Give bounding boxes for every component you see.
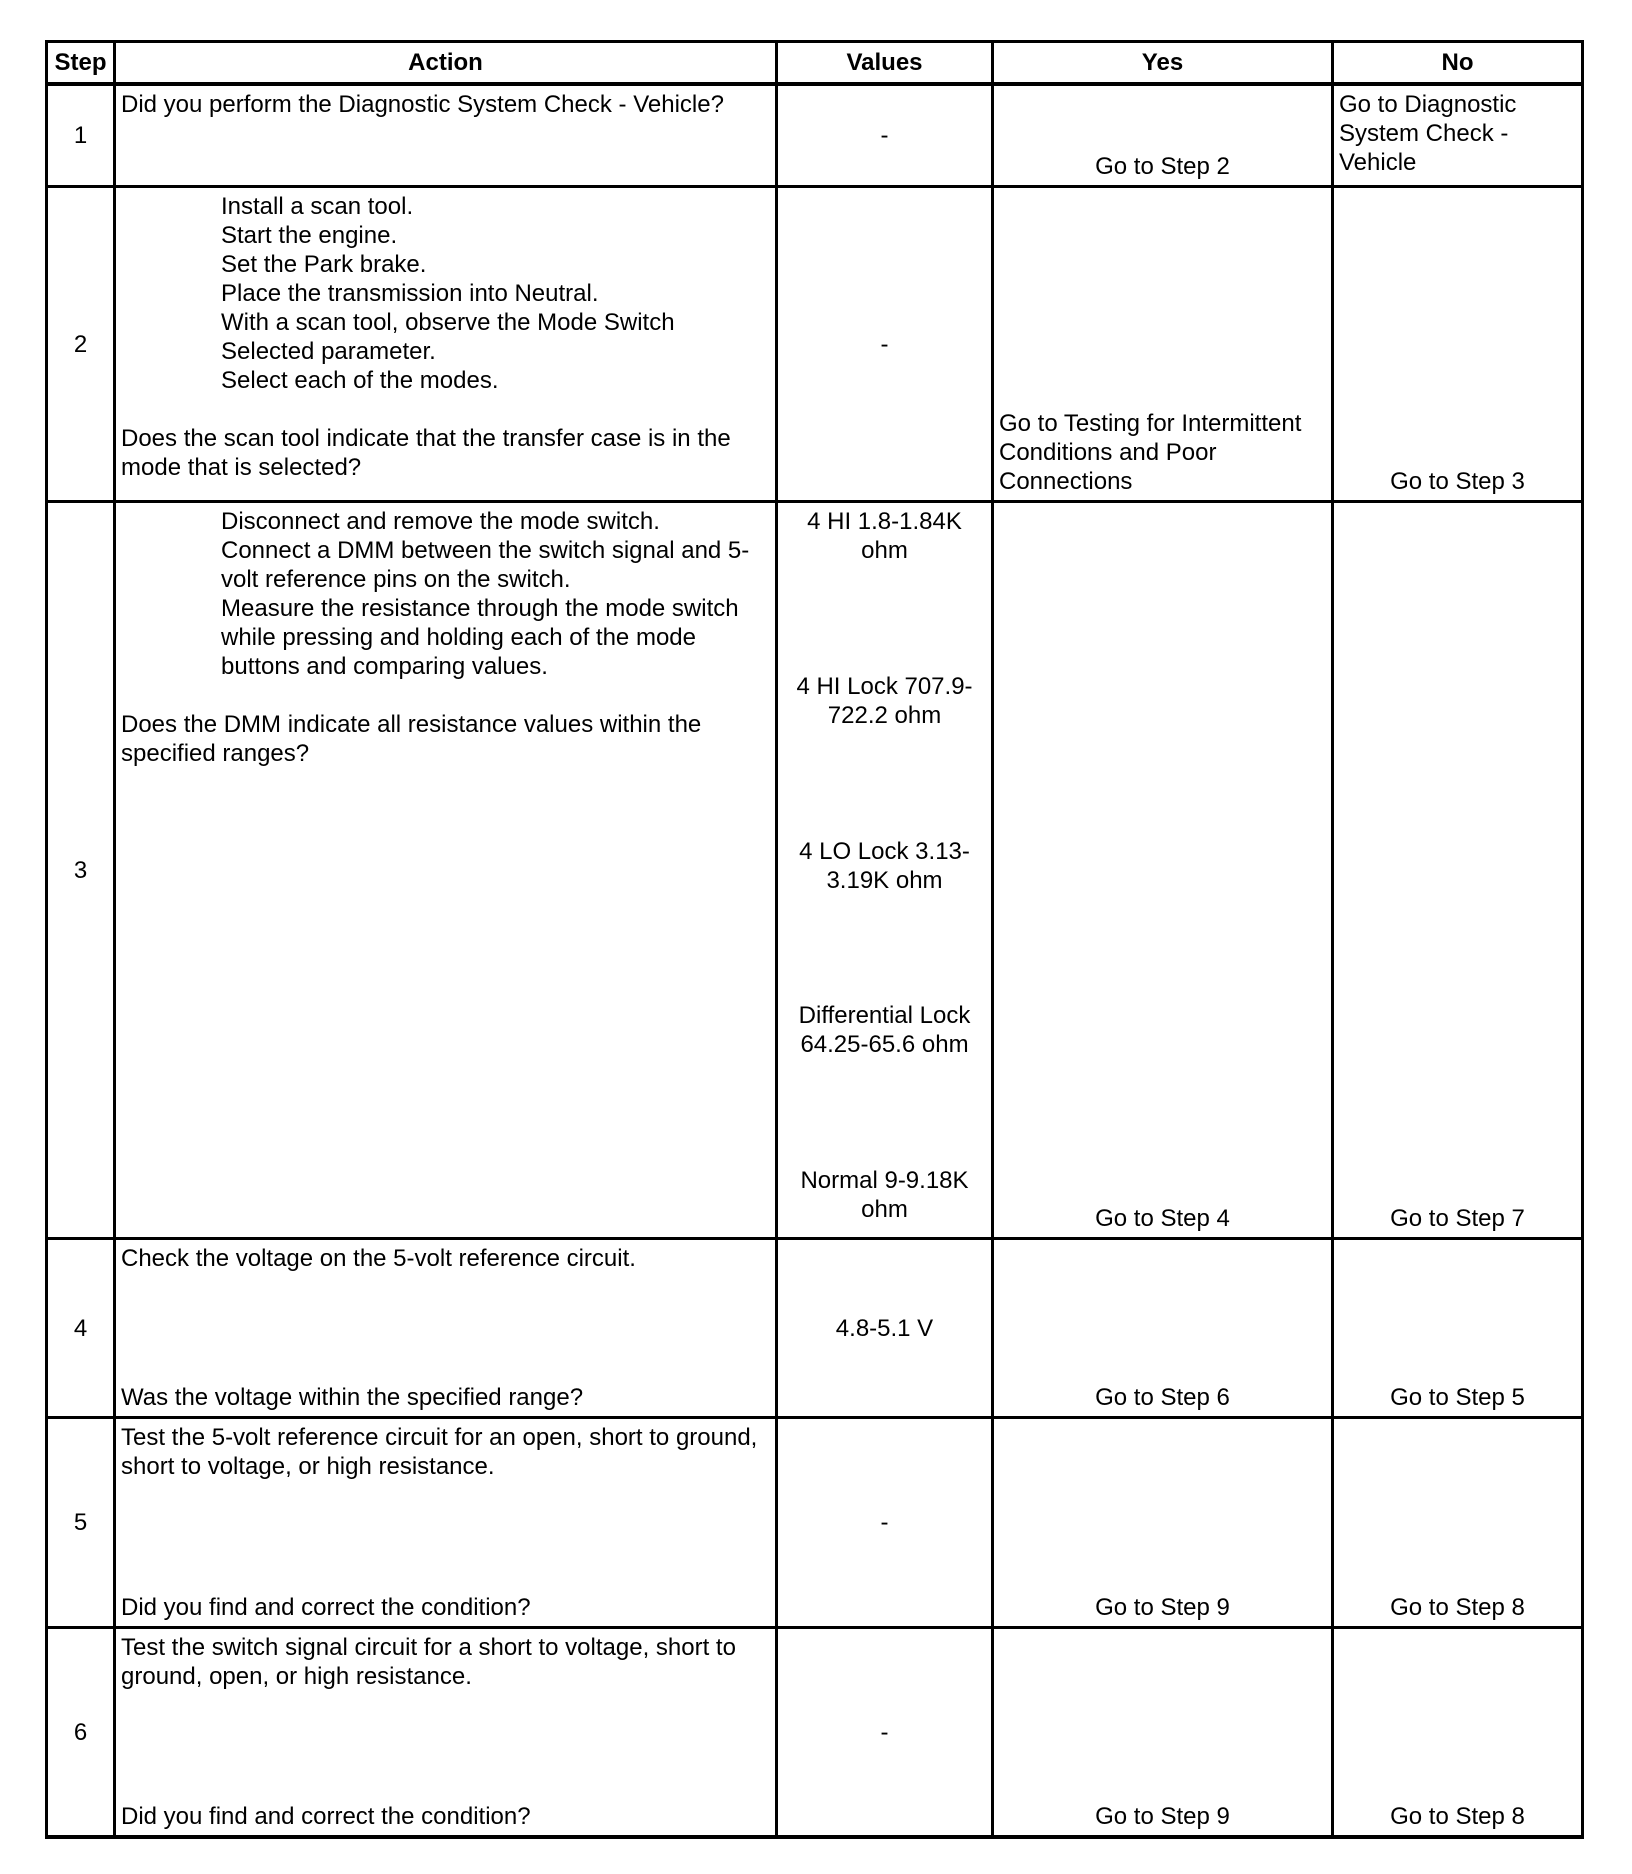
spacer xyxy=(121,395,770,424)
table-row xyxy=(47,84,1583,187)
table-row xyxy=(47,1418,1583,1628)
no-cell: Go to Diagnostic System Check - Vehicle xyxy=(1333,84,1583,187)
action-question: Does the DMM indicate all resistance values within the specified ranges? xyxy=(121,711,702,767)
action-cell xyxy=(115,1418,777,1628)
action-cell xyxy=(115,84,777,187)
action-statement: Check the voltage on the 5-volt reference circuit. xyxy=(121,1245,636,1272)
action-list xyxy=(121,192,770,395)
values-cell: 4.8-5.1 V xyxy=(777,1239,993,1418)
no-cell: Go to Step 7 xyxy=(1333,502,1583,1239)
action-statement: Test the switch signal circuit for a short to voltage, short to ground, open, or high resistance. xyxy=(121,1634,736,1690)
action-question: Does the scan tool indicate that the transfer case is in the mode that is selected? xyxy=(121,425,731,481)
step-number: 5 xyxy=(47,1418,115,1628)
header-action: Action xyxy=(115,42,777,84)
values-cell xyxy=(777,502,993,1239)
spacer xyxy=(121,681,770,710)
values-cell: - xyxy=(777,84,993,187)
action-list-item: Start the engine. xyxy=(221,222,398,249)
values-cell: - xyxy=(777,1418,993,1628)
table-row xyxy=(47,502,1583,1239)
action-wrap xyxy=(121,1423,770,1622)
yes-cell: Go to Step 9 xyxy=(993,1418,1333,1628)
yes-cell: Go to Step 2 xyxy=(993,84,1333,187)
table-row xyxy=(47,1628,1583,1838)
header-values: Values xyxy=(777,42,993,84)
values-cell: - xyxy=(777,1628,993,1838)
no-cell: Go to Step 5 xyxy=(1333,1239,1583,1418)
yes-cell: Go to Step 6 xyxy=(993,1239,1333,1418)
action-wrap xyxy=(121,1244,770,1412)
action-statement: Test the 5-volt reference circuit for an open, short to ground, short to voltage, or high resistance. xyxy=(121,1424,758,1480)
action-cell xyxy=(115,1239,777,1418)
action-question: Did you find and correct the condition? xyxy=(121,1803,531,1830)
table-row xyxy=(47,187,1583,502)
no-cell: Go to Step 8 xyxy=(1333,1628,1583,1838)
action-list-item: Place the transmission into Neutral. xyxy=(221,280,599,307)
action-cell xyxy=(115,1628,777,1838)
step-number: 1 xyxy=(47,84,115,187)
header-yes: Yes xyxy=(993,42,1333,84)
no-cell: Go to Step 3 xyxy=(1333,187,1583,502)
step-number: 4 xyxy=(47,1239,115,1418)
action-list-item: Select each of the modes. xyxy=(221,367,499,394)
header-row xyxy=(47,42,1583,84)
value-item: 4 HI Lock 707.9-722.2 ohm xyxy=(796,672,973,729)
value-item: Differential Lock 64.25-65.6 ohm xyxy=(798,1002,971,1059)
action-cell xyxy=(115,502,777,1239)
action-list-item: Install a scan tool. xyxy=(221,193,414,220)
yes-cell: Go to Step 4 xyxy=(993,502,1333,1239)
header-step: Step xyxy=(47,42,115,84)
diagnostic-table xyxy=(45,40,1584,1839)
action-list-item: Set the Park brake. xyxy=(221,251,427,278)
action-list-item: Connect a DMM between the switch signal and 5-volt reference pins on the switch. xyxy=(221,537,750,593)
values-cell: - xyxy=(777,187,993,502)
action-question: Was the voltage within the specified range? xyxy=(121,1384,584,1411)
no-cell: Go to Step 8 xyxy=(1333,1418,1583,1628)
action-list-item: Measure the resistance through the mode switch while pressing and holding each of the mode buttons and comparing values. xyxy=(221,595,739,680)
table-row xyxy=(47,1239,1583,1418)
action-question: Did you perform the Diagnostic System Check - Vehicle? xyxy=(121,90,724,118)
action-cell xyxy=(115,187,777,502)
step-number: 3 xyxy=(47,502,115,1239)
action-question: Did you find and correct the condition? xyxy=(121,1594,531,1621)
value-item: Normal 9-9.18K ohm xyxy=(800,1167,969,1223)
step-number: 6 xyxy=(47,1628,115,1838)
step-number: 2 xyxy=(47,187,115,502)
action-list xyxy=(121,507,770,681)
yes-cell: Go to Testing for Intermittent Conditions and Poor Connections xyxy=(993,187,1333,502)
yes-cell: Go to Step 9 xyxy=(993,1628,1333,1838)
action-list-item: Disconnect and remove the mode switch. xyxy=(221,508,660,535)
values-list xyxy=(783,507,986,1224)
action-list-item: With a scan tool, observe the Mode Switch Selected parameter. xyxy=(221,309,675,365)
action-wrap xyxy=(121,1633,770,1831)
value-item: 4 HI 1.8-1.84K ohm xyxy=(807,508,962,564)
value-item: 4 LO Lock 3.13-3.19K ohm xyxy=(799,837,970,894)
header-no: No xyxy=(1333,42,1583,84)
